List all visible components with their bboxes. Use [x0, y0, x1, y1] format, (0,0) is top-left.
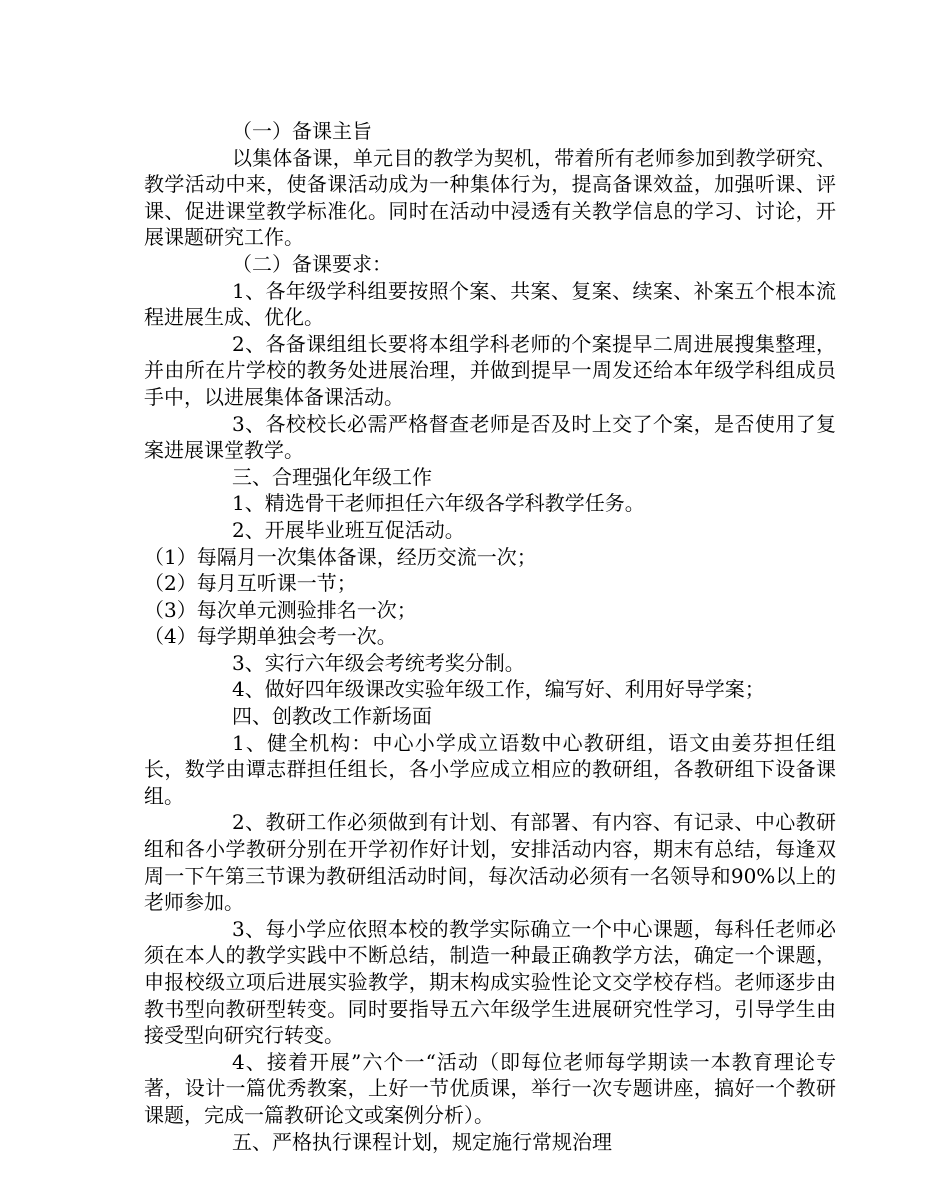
- section-heading-2: （二）备课要求：: [232, 251, 392, 276]
- section-heading-5: 五、严格执行课程计划，规定施行常规治理: [232, 1129, 612, 1154]
- paragraph: 以集体备课，单元目的教学为契机，带着所有老师参加到教学研究、教学活动中来，使备课活动成为一种集体行为，提高备课效益，加强听课、评课、促进课堂教学标准化。同时在活动中浸透有关教学信息的学习、讨论，开展课题研究工作。: [144, 145, 836, 250]
- list-item: 1、精选骨干老师担任六年级各学科教学任务。: [232, 491, 645, 516]
- sub-list-item: （1）每隔月一次集体备课，经历交流一次；: [144, 544, 537, 569]
- sub-list-item: （4）每学期单独会考一次。: [144, 624, 397, 649]
- section-heading-1: （一）备课主旨: [232, 119, 372, 143]
- paragraph: 1、健全机构：中心小学成立语数中心教研组，语文由姜芬担任组长，数学由谭志群担任组长，各小学应成立相应的教研组，各教研组下设备课组。: [144, 730, 836, 808]
- section-heading-3: 三、合理强化年级工作: [232, 464, 432, 489]
- paragraph: 4、接着开展”六个一“活动（即每位老师每学期读一本教育理论专著，设计一篇优秀教案，上好一节优质课，举行一次专题讲座，搞好一个教研课题，完成一篇教研论文或案例分析）。: [144, 1049, 836, 1127]
- list-item: 2、开展毕业班互促活动。: [232, 517, 465, 542]
- document-body: [144, 118, 836, 1155]
- list-item: 4、做好四年级课改实验年级工作，编写好、利用好导学案；: [232, 677, 765, 702]
- paragraph: 2、教研工作必须做到有计划、有部署、有内容、有记录、中心教研组和各小学教研分别在开学初作好计划，安排活动内容，期末有总结，每逢双周一下午第三节课为教研组活动时间，每次活动必须有一名领导和90%以上的老师参加。: [144, 810, 836, 915]
- section-heading-4: 四、创教改工作新场面: [232, 704, 432, 729]
- paragraph: 2、各备课组组长要将本组学科老师的个案提早二周进展搜集整理，并由所在片学校的教务处进展治理，并做到提早一周发还给本年级学科组成员手中，以进展集体备课活动。: [144, 331, 836, 409]
- list-item: 3、实行六年级会考统考奖分制。: [232, 650, 525, 675]
- sub-list-item: （2）每月互听课一节；: [144, 571, 357, 596]
- paragraph: 3、每小学应依照本校的教学实际确立一个中心课题，每科任老师必须在本人的教学实践中不断总结，制造一种最正确教学方法，确定一个课题，申报校级立项后进展实验教学，期末构成实验性论文交学校存档。老师逐步由教书型向教研型转变。同时要指导五六年级学生进展研究性学习，引导学生由接受型向研究行转变。: [144, 916, 836, 1048]
- paragraph: 1、各年级学科组要按照个案、共案、复案、续案、补案五个根本流程进展生成、优化。: [144, 278, 836, 330]
- paragraph: 3、各校校长必需严格督查老师是否及时上交了个案，是否使用了复案进展课堂教学。: [144, 411, 836, 463]
- sub-list-item: （3）每次单元测验排名一次；: [144, 597, 417, 622]
